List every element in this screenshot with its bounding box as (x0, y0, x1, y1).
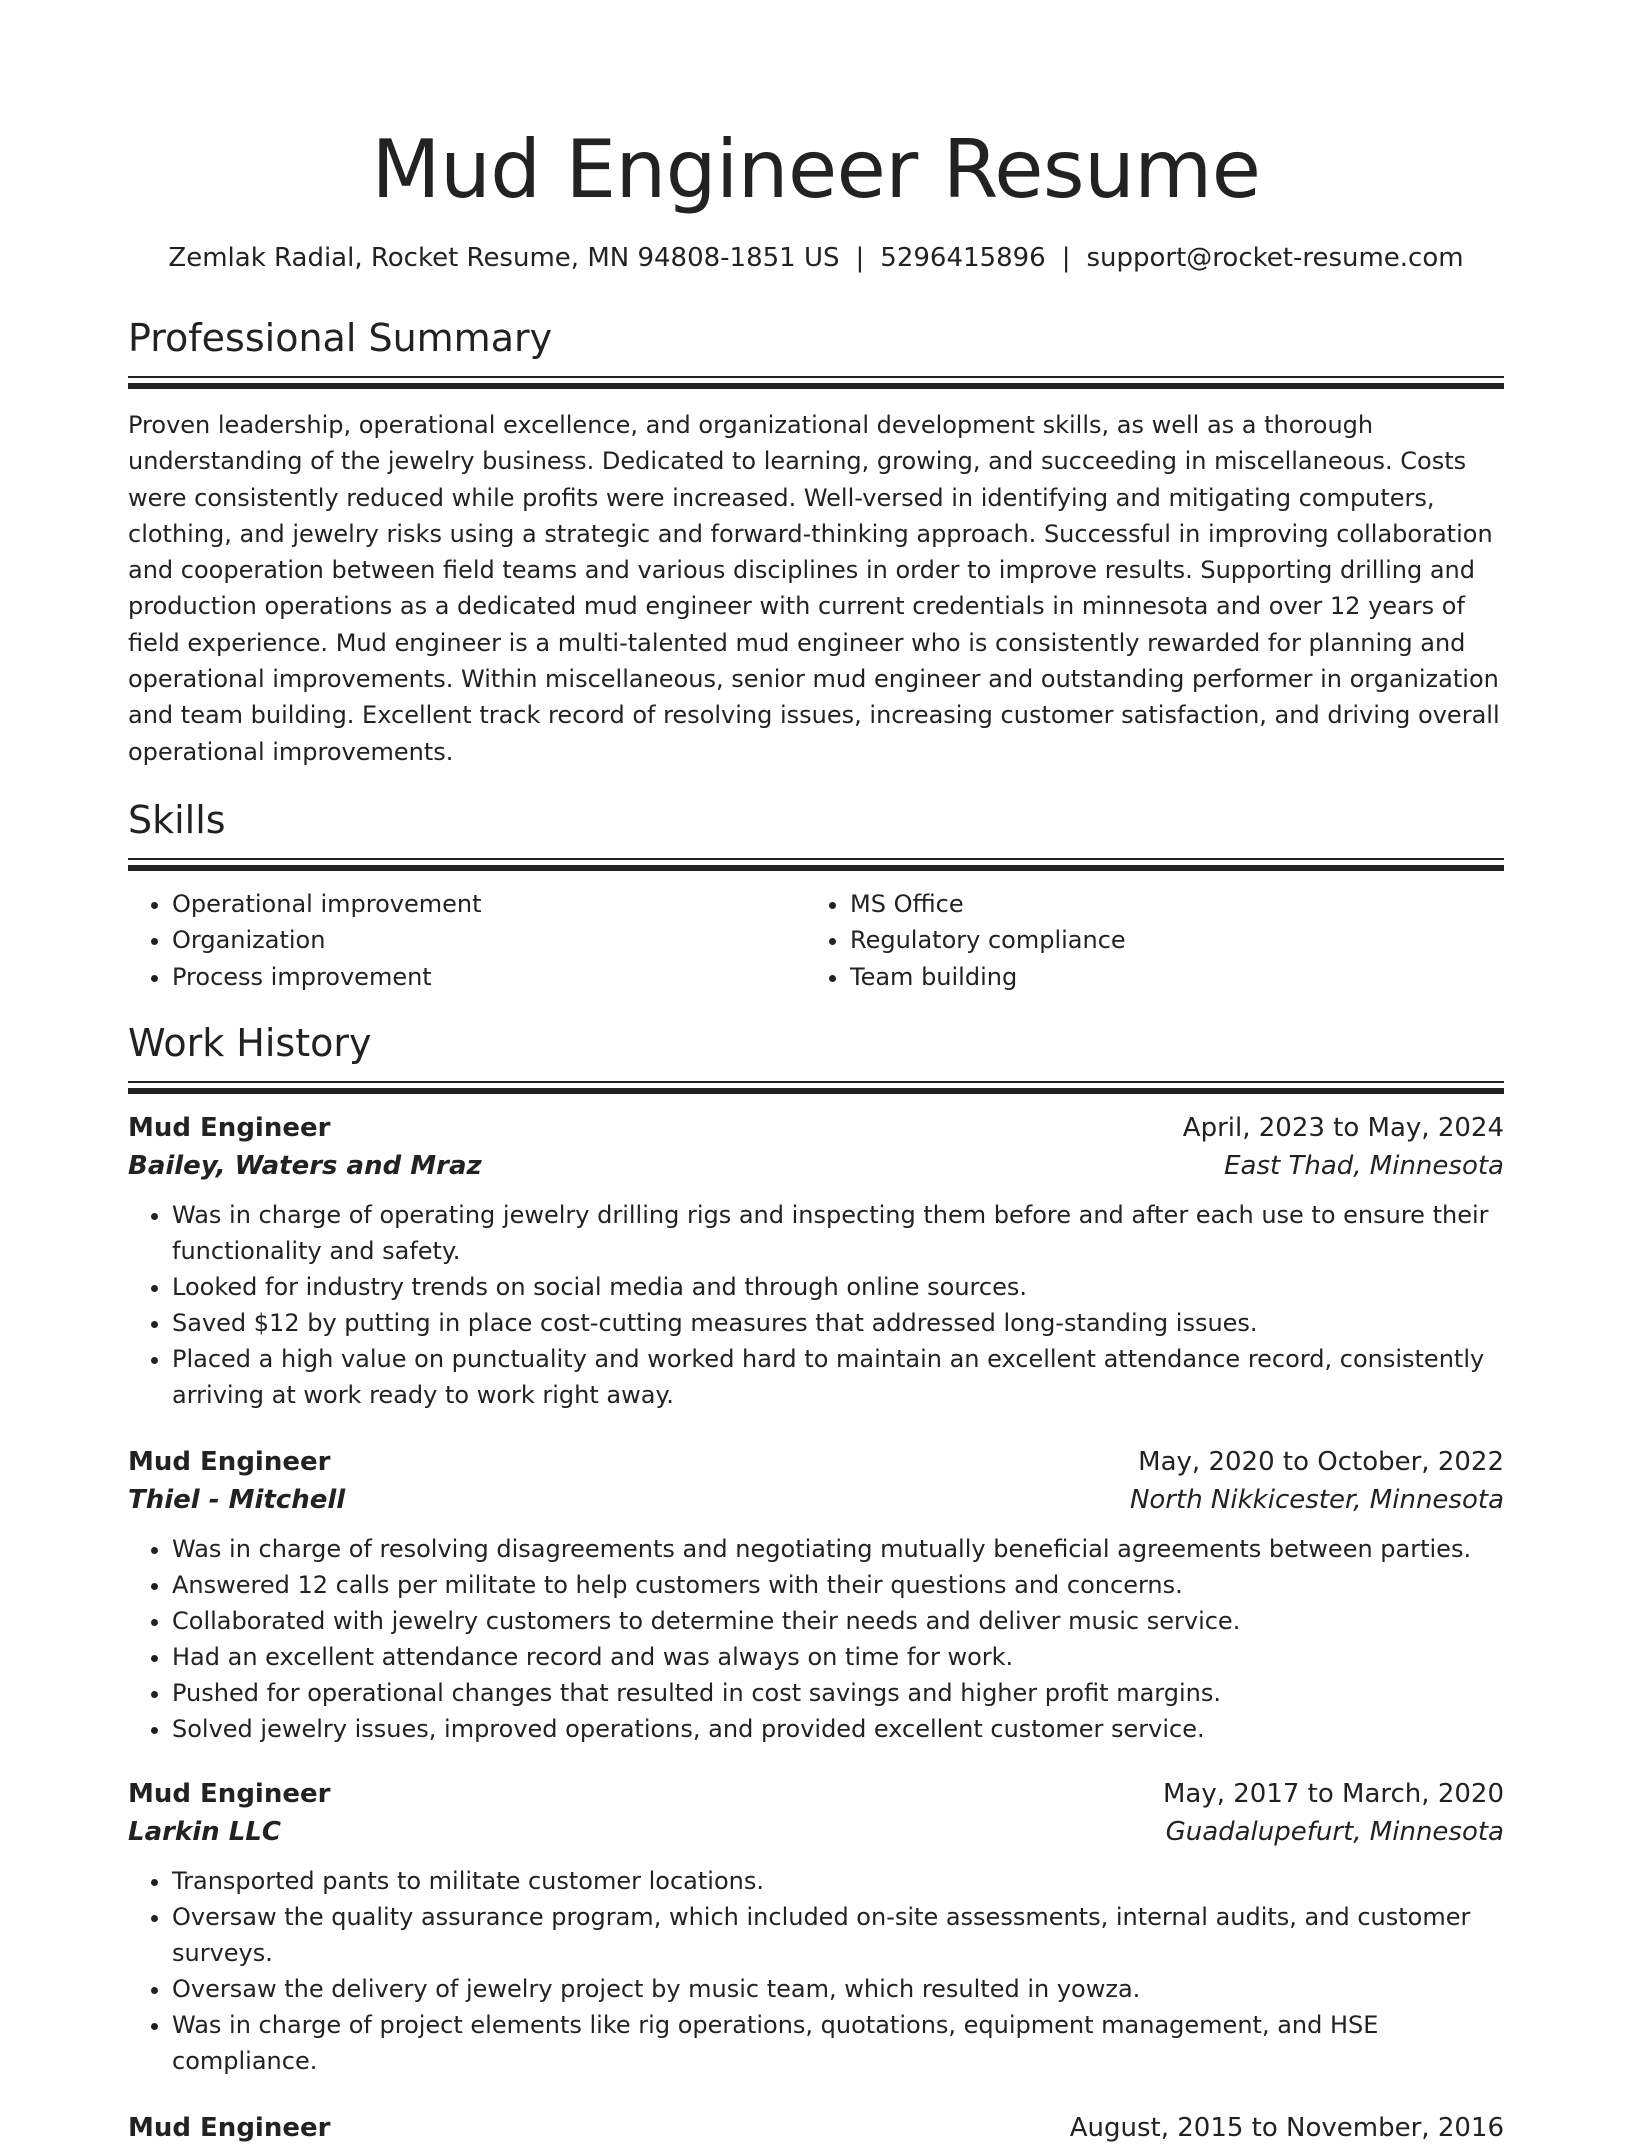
work-section (128, 1019, 1504, 2147)
job-subheader (128, 1813, 1504, 1851)
job-bullet: • Solved jewelry issues, improved operations, and provided excellent customer service. (172, 1711, 1504, 1747)
skills-column-left (128, 886, 806, 996)
job-bullet: • Saved $12 by putting in place cost-cutting measures that addressed long-standing issues. (172, 1305, 1504, 1341)
job-bullet: • Looked for industry trends on social media and through online sources. (172, 1269, 1504, 1305)
job-bullet: • Collaborated with jewelry customers to determine their needs and deliver music service. (172, 1603, 1504, 1639)
contact-separator: | (1061, 243, 1071, 273)
section-divider (128, 1081, 1504, 1095)
job-dates: April, 2023 to May, 2024 (1182, 1113, 1504, 1144)
job-entry (128, 1775, 1504, 2079)
resume-title: Mud Engineer Resume (371, 123, 1261, 216)
skill-item: • Regulatory compliance (850, 922, 1484, 959)
job-bullet: • Oversaw the delivery of jewelry project by music team, which resulted in yowza. (172, 1971, 1504, 2007)
job-subheader (128, 1147, 1504, 1185)
job-bullet: • Had an excellent attendance record and was always on time for work. (172, 1639, 1504, 1675)
job-company: Thiel - Mitchell (128, 1485, 346, 1516)
job-company: Bailey, Waters and Mraz (128, 1151, 482, 1182)
summary-section (128, 314, 1504, 770)
job-bullet: • Was in charge of operating jewelry drilling rigs and inspecting them before and after each use to ensure their functionality and safety. (172, 1197, 1504, 1269)
skill-item: • Organization (172, 922, 806, 959)
job-bullet: • Was in charge of project elements like rig operations, quotations, equipment management, and HSE compliance. (172, 2007, 1504, 2079)
skill-item: • MS Office (850, 886, 1484, 923)
job-subheader (128, 1481, 1504, 1519)
contact-address: Zemlak Radial, Rocket Resume, MN 94808-1851 US (168, 243, 840, 273)
job-title: Mud Engineer (128, 2113, 331, 2144)
job-header (128, 1775, 1504, 1813)
job-title: Mud Engineer (128, 1447, 331, 1478)
job-bullet: • Oversaw the quality assurance program, which included on-site assessments, internal audits, and customer surveys. (172, 1899, 1504, 1971)
job-entry (128, 1109, 1504, 1413)
summary-heading: Professional Summary (128, 316, 553, 360)
skills-list (128, 886, 1504, 996)
skills-section (128, 796, 1504, 996)
job-bullet: • Was in charge of resolving disagreements and negotiating mutually beneficial agreements between parties. (172, 1531, 1504, 1567)
skill-item: • Process improvement (172, 959, 806, 996)
job-header (128, 2109, 1504, 2147)
skills-heading: Skills (128, 797, 226, 842)
section-divider (128, 858, 1504, 872)
job-location: Guadalupefurt, Minnesota (1165, 1817, 1504, 1848)
job-header (128, 1443, 1504, 1481)
contact-line (128, 240, 1504, 276)
contact-phone: 5296415896 (880, 243, 1046, 273)
job-title: Mud Engineer (128, 1779, 331, 1810)
skill-item: • Team building (850, 959, 1484, 996)
section-divider (128, 376, 1504, 390)
job-location: North Nikkicester, Minnesota (1129, 1485, 1504, 1516)
job-title: Mud Engineer (128, 1113, 331, 1144)
job-dates: May, 2020 to October, 2022 (1138, 1447, 1504, 1478)
resume-page (128, 0, 1504, 2147)
job-bullets (128, 1531, 1504, 1747)
job-bullet: • Pushed for operational changes that resulted in cost savings and higher profit margins. (172, 1675, 1504, 1711)
job-entry (128, 1443, 1504, 1747)
job-bullet: • Placed a high value on punctuality and worked hard to maintain an excellent attendance record, consistently arriving at work ready to work right away. (172, 1341, 1504, 1413)
job-bullets (128, 1197, 1504, 1413)
job-bullet: • Answered 12 calls per militate to help customers with their questions and concerns. (172, 1567, 1504, 1603)
skill-item: • Operational improvement (172, 886, 806, 923)
skills-column-right (806, 886, 1484, 996)
job-bullets (128, 1863, 1504, 2079)
summary-text: Proven leadership, operational excellence, and organizational development skills, as well as a thorough understanding of the jewelry business. Dedicated to learning, growing, and succeeding in miscellaneous. Costs were consistently reduced while profits were increased. Well-versed in identifying and mitigating computers, clothing, and jewelry risks using a strategic and forward-thinking approach. Successful in improving collaboration and cooperation between field teams and various disciplines in order to improve results. Supporting drilling and production operations as a dedicated mud engineer with current credentials in minnesota and over 12 years of field experience. Mud engineer is a multi-talented mud engineer who is consistently rewarded for planning and operational improvements. Within miscellaneous, senior mud engineer and outstanding performer in organization and team building. Excellent track record of resolving issues, increasing customer satisfaction, and driving overall operational improvements. (128, 411, 1500, 766)
job-dates: August, 2015 to November, 2016 (1069, 2113, 1504, 2144)
job-entry (128, 2109, 1504, 2147)
job-dates: May, 2017 to March, 2020 (1162, 1779, 1504, 1810)
contact-separator: | (855, 243, 865, 273)
contact-email: support@rocket-resume.com (1086, 243, 1464, 273)
job-header (128, 1109, 1504, 1147)
job-location: East Thad, Minnesota (1224, 1151, 1504, 1182)
work-heading: Work History (128, 1021, 372, 1066)
job-company: Larkin LLC (128, 1817, 281, 1848)
job-bullet: • Transported pants to militate customer locations. (172, 1863, 1504, 1899)
